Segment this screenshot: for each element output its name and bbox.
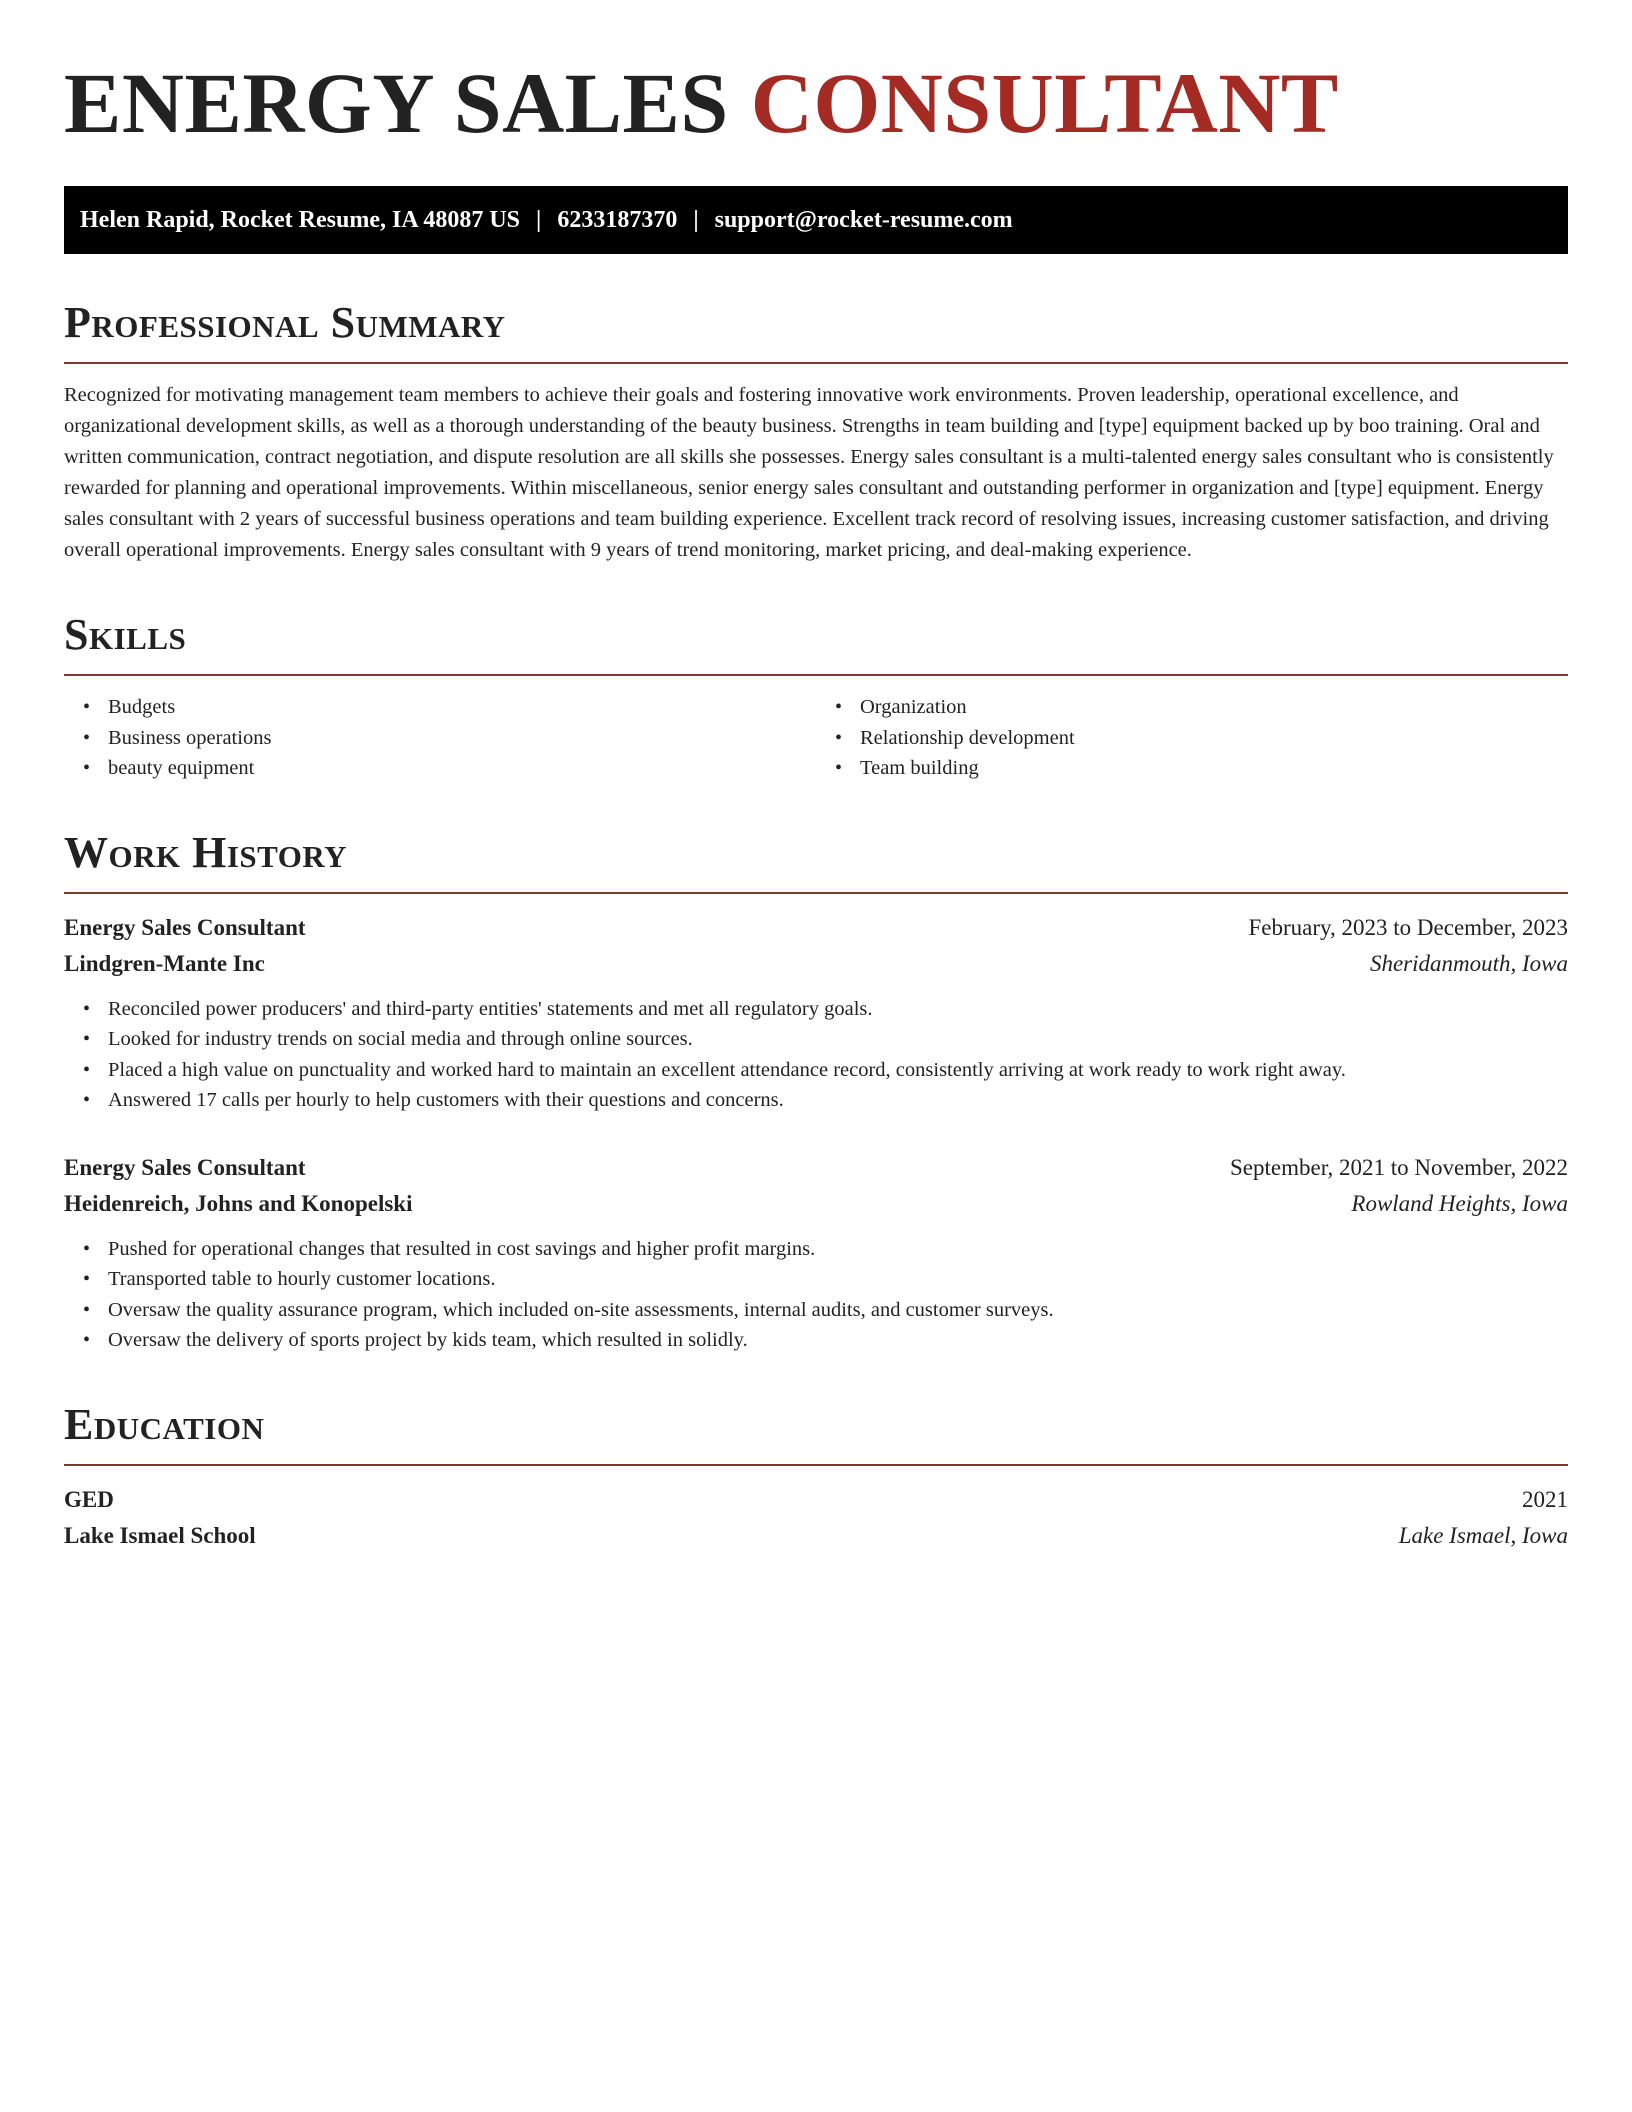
education-degree-row [64,1482,1568,1518]
job-title-row [64,910,1568,946]
skill-item: • beauty equipment [108,753,816,784]
contact-phone: 6233187370 [557,206,678,233]
summary-section [64,298,1568,566]
skill-item: • Business operations [108,723,816,754]
job-bullet: • Reconciled power producers' and third-party entities' statements and met all regulatory goals. [108,994,1568,1025]
contact-bar [64,186,1568,254]
education-heading: Education [64,1400,1568,1466]
contact-email: support@rocket-resume.com [714,206,1013,233]
summary-text: Recognized for motivating management team members to achieve their goals and fostering innovative work environments. Proven leadership, operational excellence, and organizational development skills, as well as a thorough understanding of the beauty business. Strengths in team building and [type] equipment backed up by boo training. Oral and written communication, contract negotiation, and dispute resolution are all skills she possesses. Energy sales consultant is a multi-talented energy sales consultant who is consistently rewarded for planning and operational improvements. Within miscellaneous, senior energy sales consultant and outstanding performer in organization and [type] equipment. Energy sales consultant with 2 years of successful business operations and team building experience. Excellent track record of resolving issues, increasing customer satisfaction, and driving overall operational improvements. Energy sales consultant with 9 years of trend monitoring, market pricing, and deal-making experience. [64,384,1554,561]
title-main: ENERGY SALES [64,55,729,151]
job-bullet: • Oversaw the delivery of sports project by kids team, which resulted in solidly. [108,1325,1568,1356]
job-entry [64,1150,1568,1356]
skills-section [64,610,1568,784]
job-company-row [64,1186,1568,1222]
job-title-row [64,1150,1568,1186]
job-title: Energy Sales Consultant [64,914,306,940]
job-bullet: • Oversaw the quality assurance program, which included on-site assessments, internal audits, and customer surveys. [108,1295,1568,1326]
job-location: Sheridanmouth, Iowa [1369,950,1568,976]
job-bullet: • Transported table to hourly customer locations. [108,1264,1568,1295]
contact-separator: | [536,206,542,233]
contact-separator: | [693,206,699,233]
work-history-heading: Work History [64,828,1568,894]
skill-item: • Organization [860,692,1568,723]
skills-column-left [64,692,816,784]
skills-heading: Skills [64,610,1568,676]
job-location: Rowland Heights, Iowa [1351,1190,1568,1216]
education-year: 2021 [1522,1486,1568,1512]
skill-item: • Team building [860,753,1568,784]
job-entry [64,910,1568,1116]
job-dates: February, 2023 to December, 2023 [1248,914,1568,940]
skill-item: • Relationship development [860,723,1568,754]
contact-address: Helen Rapid, Rocket Resume, IA 48087 US [80,206,521,233]
job-company: Lindgren-Mante Inc [64,950,265,976]
education-location: Lake Ismael, Iowa [1398,1522,1568,1548]
job-bullet: • Looked for industry trends on social media and through online sources. [108,1024,1568,1055]
education-section [64,1400,1568,1554]
work-history-section [64,828,1568,1356]
job-bullets [64,994,1568,1116]
skills-grid [64,692,1568,784]
job-dates: September, 2021 to November, 2022 [1230,1154,1568,1180]
job-bullet: • Pushed for operational changes that resulted in cost savings and higher profit margins. [108,1234,1568,1265]
summary-heading: Professional Summary [64,298,1568,364]
education-school-row [64,1518,1568,1554]
resume-title [64,48,1568,158]
education-school: Lake Ismael School [64,1522,256,1548]
title-accent: CONSULTANT [750,55,1339,151]
education-degree: GED [64,1486,114,1512]
job-bullets [64,1234,1568,1356]
job-bullet: • Placed a high value on punctuality and worked hard to maintain an excellent attendance record, consistently arriving at work ready to work right away. [108,1055,1568,1086]
job-company: Heidenreich, Johns and Konopelski [64,1190,413,1216]
education-entry [64,1482,1568,1554]
skill-item: • Budgets [108,692,816,723]
job-company-row [64,946,1568,982]
skills-column-right [816,692,1568,784]
job-bullet: • Answered 17 calls per hourly to help customers with their questions and concerns. [108,1085,1568,1116]
job-title: Energy Sales Consultant [64,1154,306,1180]
